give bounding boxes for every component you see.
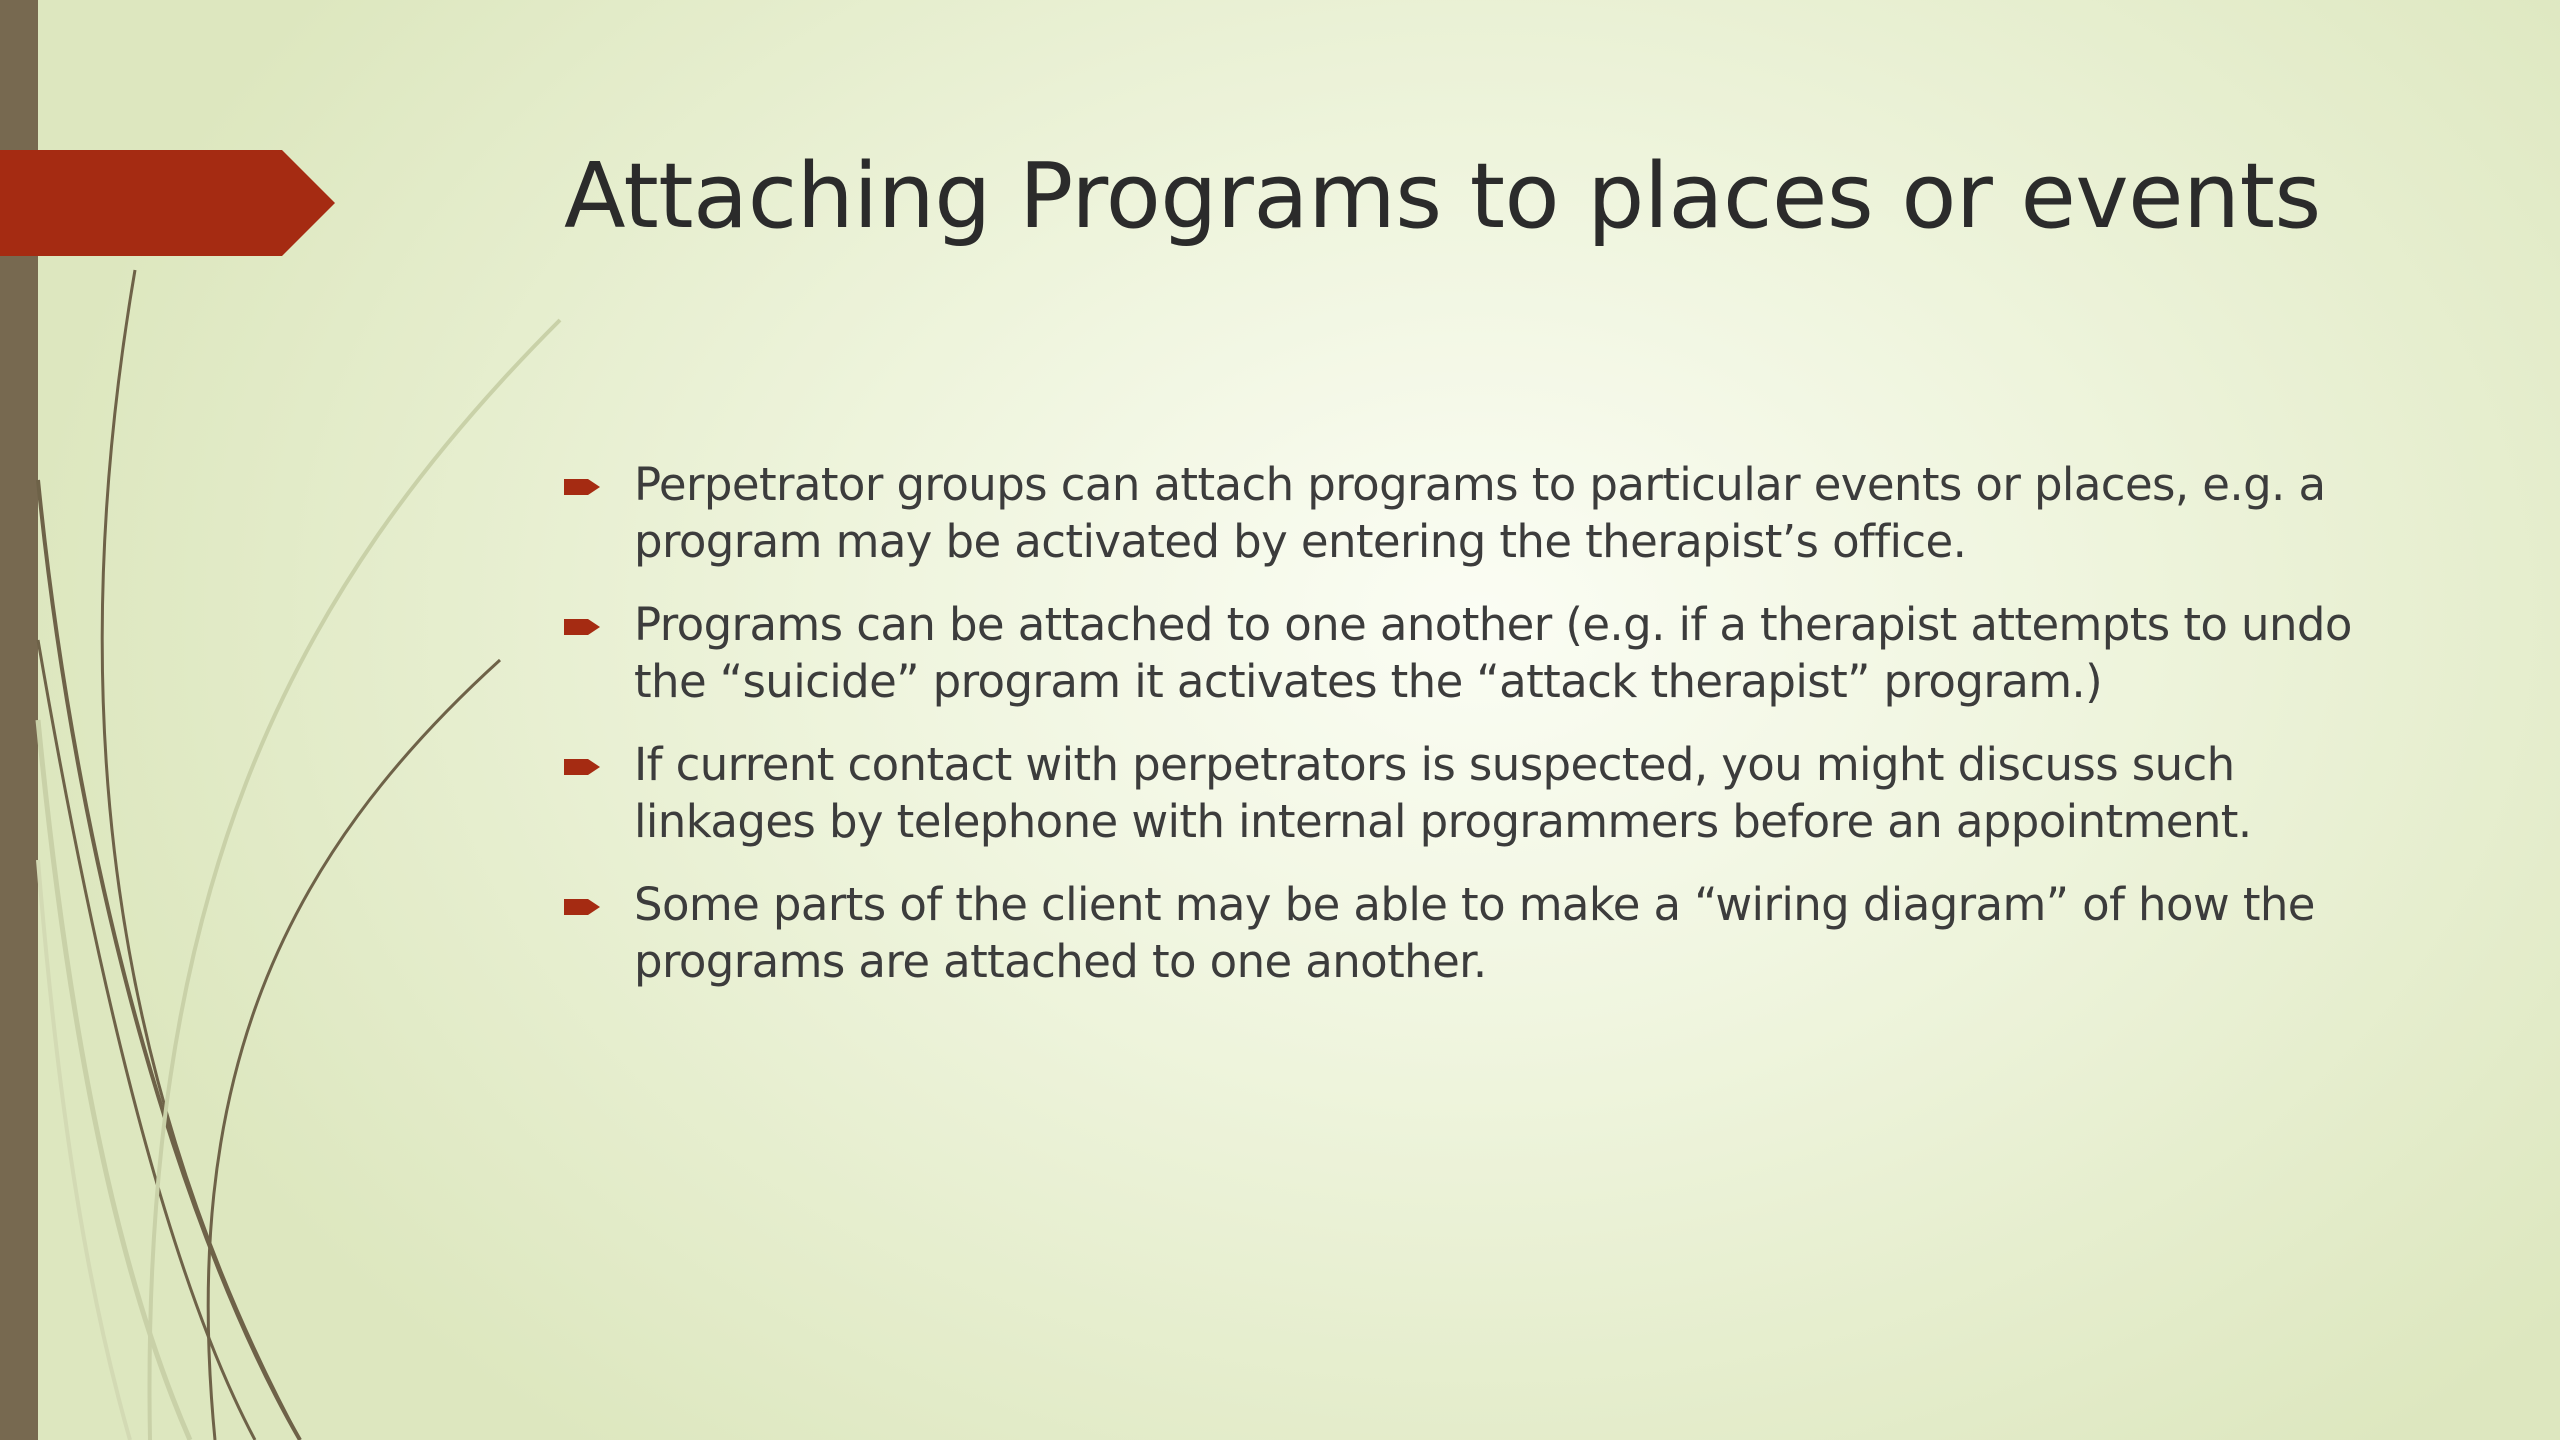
bullet-text: Programs can be attached to one another (e.g. if a therapist attempts to undo the “suicide” program it activates the “attack therapist” program.) xyxy=(634,598,2352,708)
bullet-text: Perpetrator groups can attach programs to particular events or places, e.g. a program may be activated by entering the therapist’s office. xyxy=(634,458,2326,568)
bullet-text: Some parts of the client may be able to make a “wiring diagram” of how the programs are attached to one another. xyxy=(634,878,2315,988)
bullet-item xyxy=(564,736,2414,850)
bullet-text: If current contact with perpetrators is suspected, you might discuss such linkages by telephone with internal programmers before an appointment. xyxy=(634,738,2252,848)
bullet-item xyxy=(564,876,2414,990)
arrow-bullet-icon xyxy=(564,755,604,779)
arrow-bullet-icon xyxy=(564,895,604,919)
title-arrow-shape xyxy=(0,150,335,256)
slide-title: Attaching Programs to places or events xyxy=(564,144,2321,249)
bullet-list xyxy=(564,456,2414,1016)
bullet-item xyxy=(564,456,2414,570)
bullet-item xyxy=(564,596,2414,710)
arrow-bullet-icon xyxy=(564,475,604,499)
arrow-bullet-icon xyxy=(564,615,604,639)
